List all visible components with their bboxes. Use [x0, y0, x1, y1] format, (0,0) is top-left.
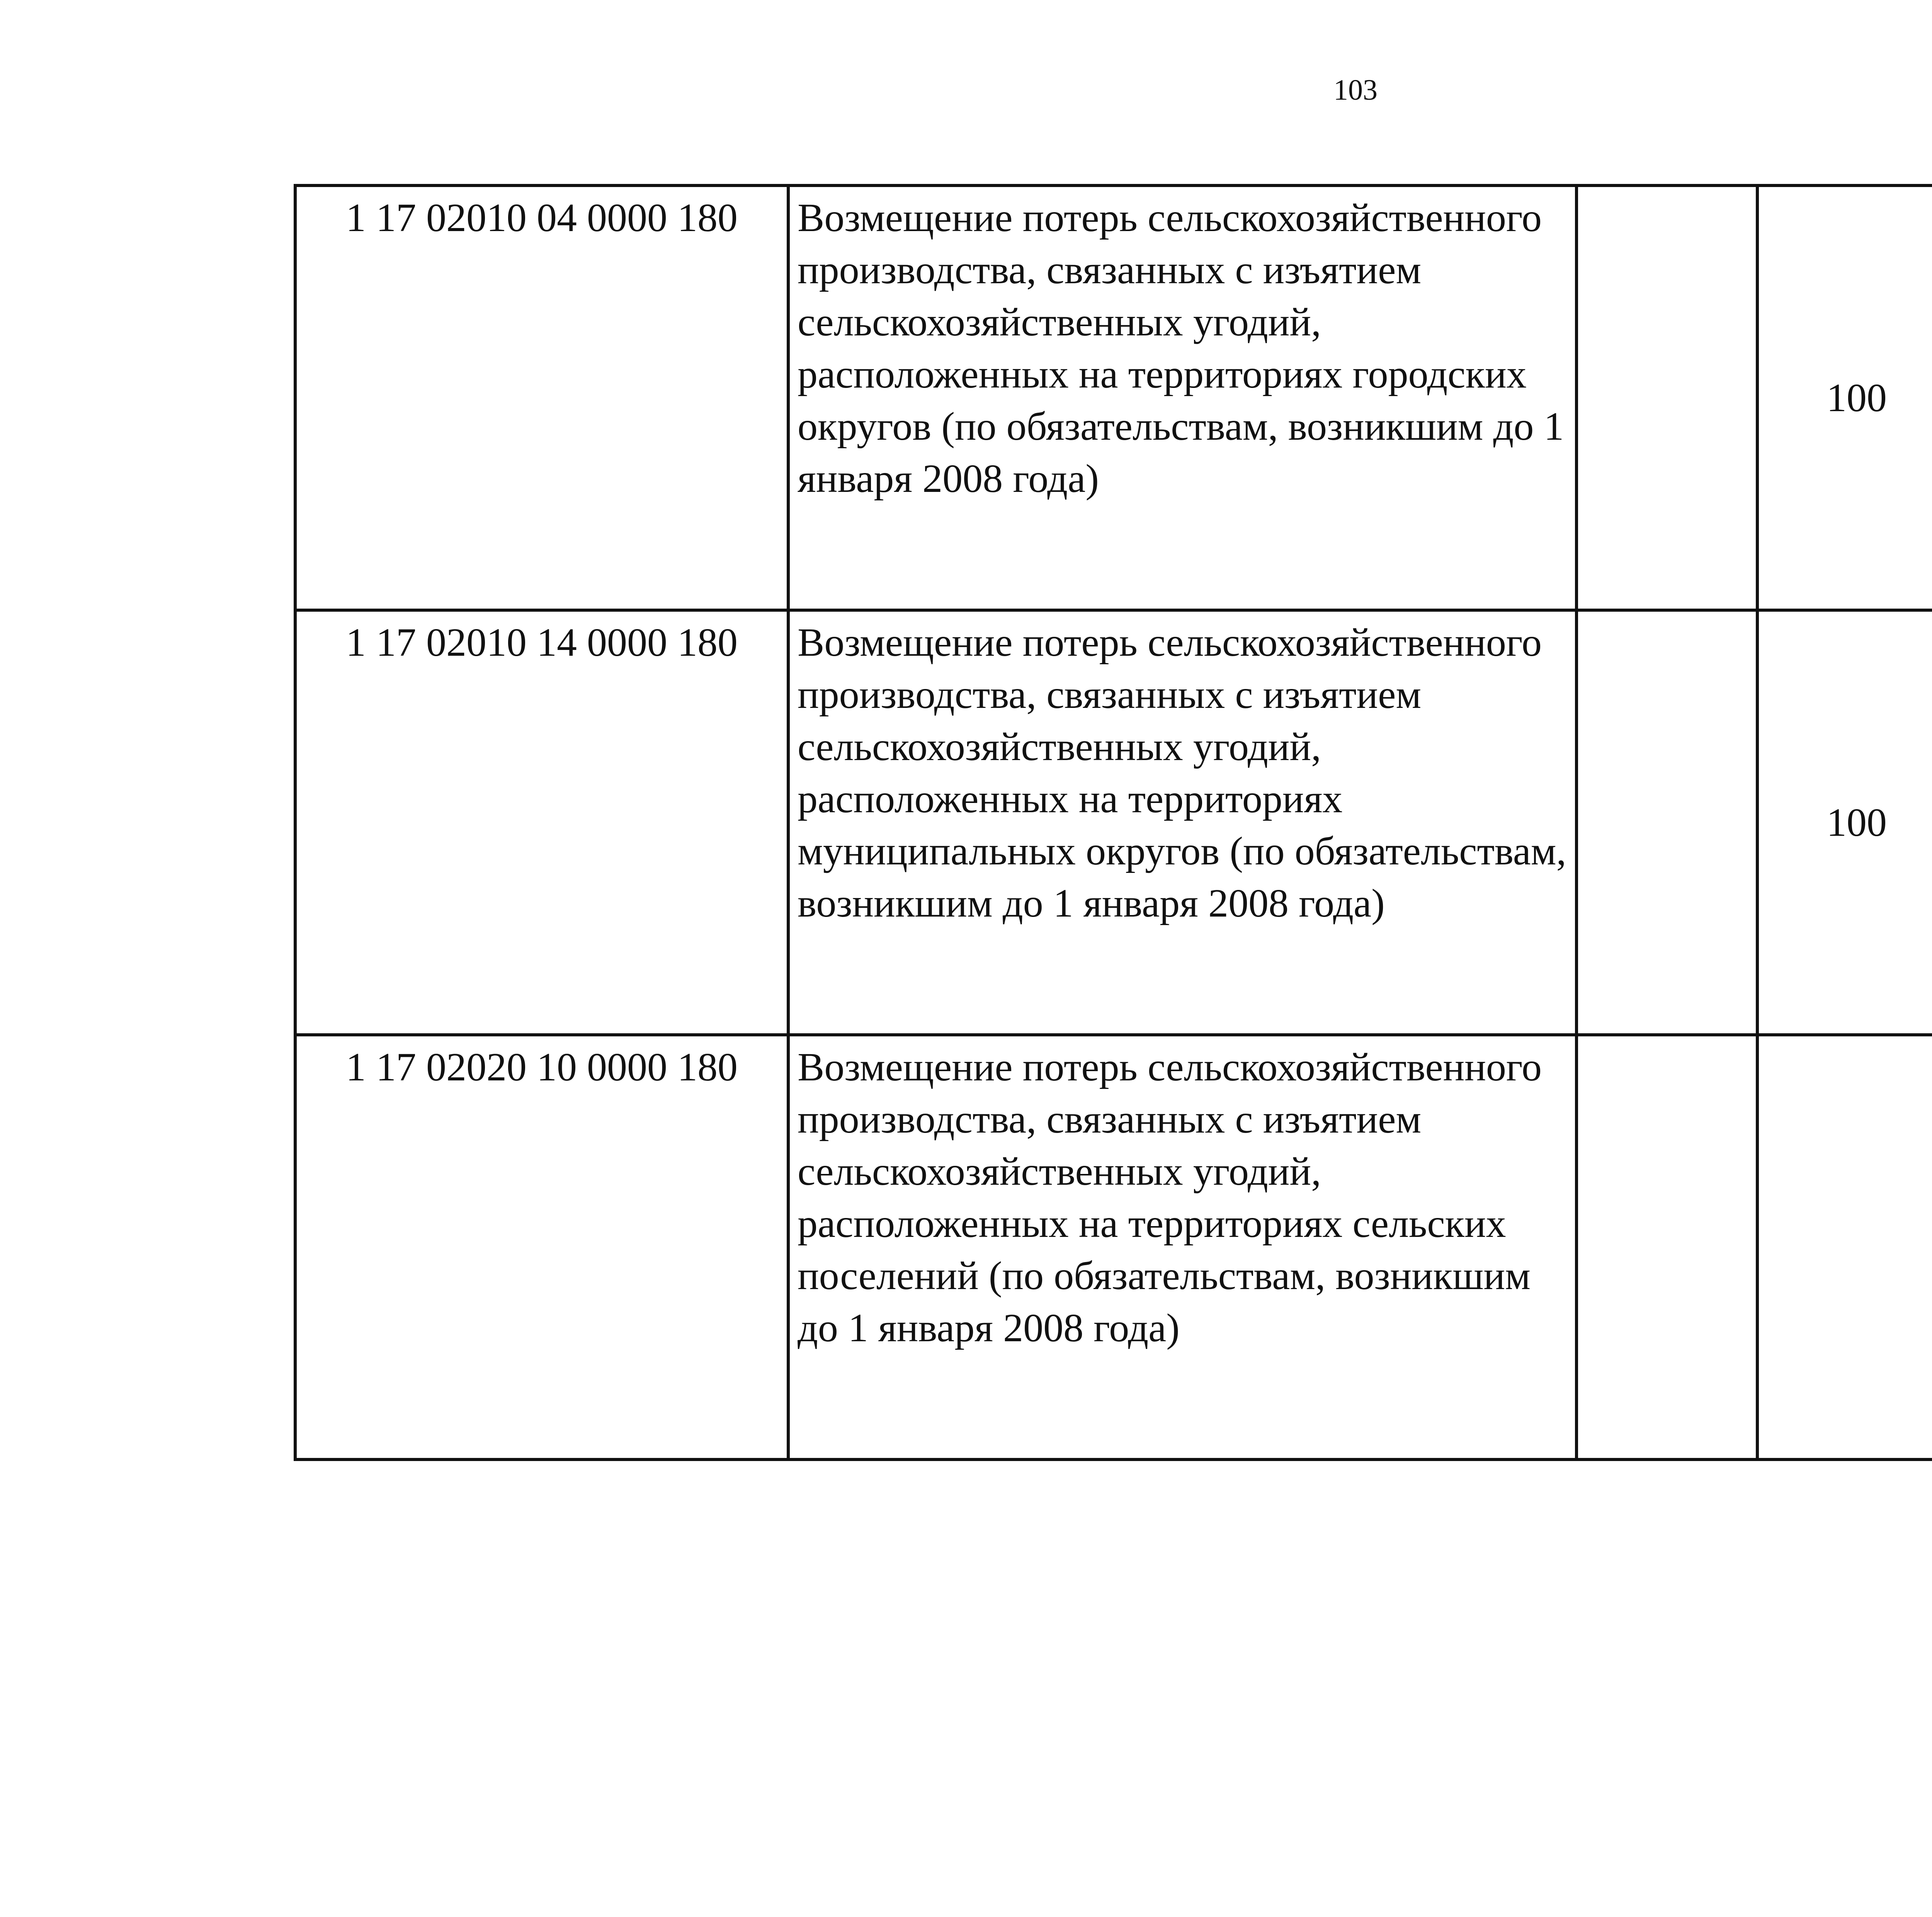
budget-revenue-table — [294, 184, 1932, 1461]
value-cell — [1577, 1035, 1757, 1459]
table-row — [295, 185, 1932, 610]
revenue-code-cell: 1 17 02010 04 0000 180 — [295, 185, 788, 610]
revenue-name-cell: Возмещение потерь сельскохозяйственного производства, связанных с изъятием сельскохозяйственных угодий, расположенных на территориях сельских поселений (по обязательствам, возникшим до 1 января 2008 года) — [788, 1035, 1577, 1459]
revenue-name-cell: Возмещение потерь сельскохозяйственного производства, связанных с изъятием сельскохозяйственных угодий, расположенных на территориях муниципальных округов (по обязательствам, возникшим до 1 января 2008 года) — [788, 610, 1577, 1035]
page-number: 103 — [1333, 74, 1378, 106]
revenue-code-cell: 1 17 02010 14 0000 180 — [295, 610, 788, 1035]
value-cell — [1757, 1035, 1932, 1459]
value-cell: 100 — [1757, 185, 1932, 610]
table-row — [295, 1035, 1932, 1459]
value-cell — [1577, 610, 1757, 1035]
revenue-code-cell: 1 17 02020 10 0000 180 — [295, 1035, 788, 1459]
value-cell — [1577, 185, 1757, 610]
value-cell: 100 — [1757, 610, 1932, 1035]
revenue-name-cell: Возмещение потерь сельскохозяйственного производства, связанных с изъятием сельскохозяйственных угодий, расположенных на территориях городских округов (по обязательствам, возникшим до 1 января 2008 года) — [788, 185, 1577, 610]
table-row — [295, 610, 1932, 1035]
